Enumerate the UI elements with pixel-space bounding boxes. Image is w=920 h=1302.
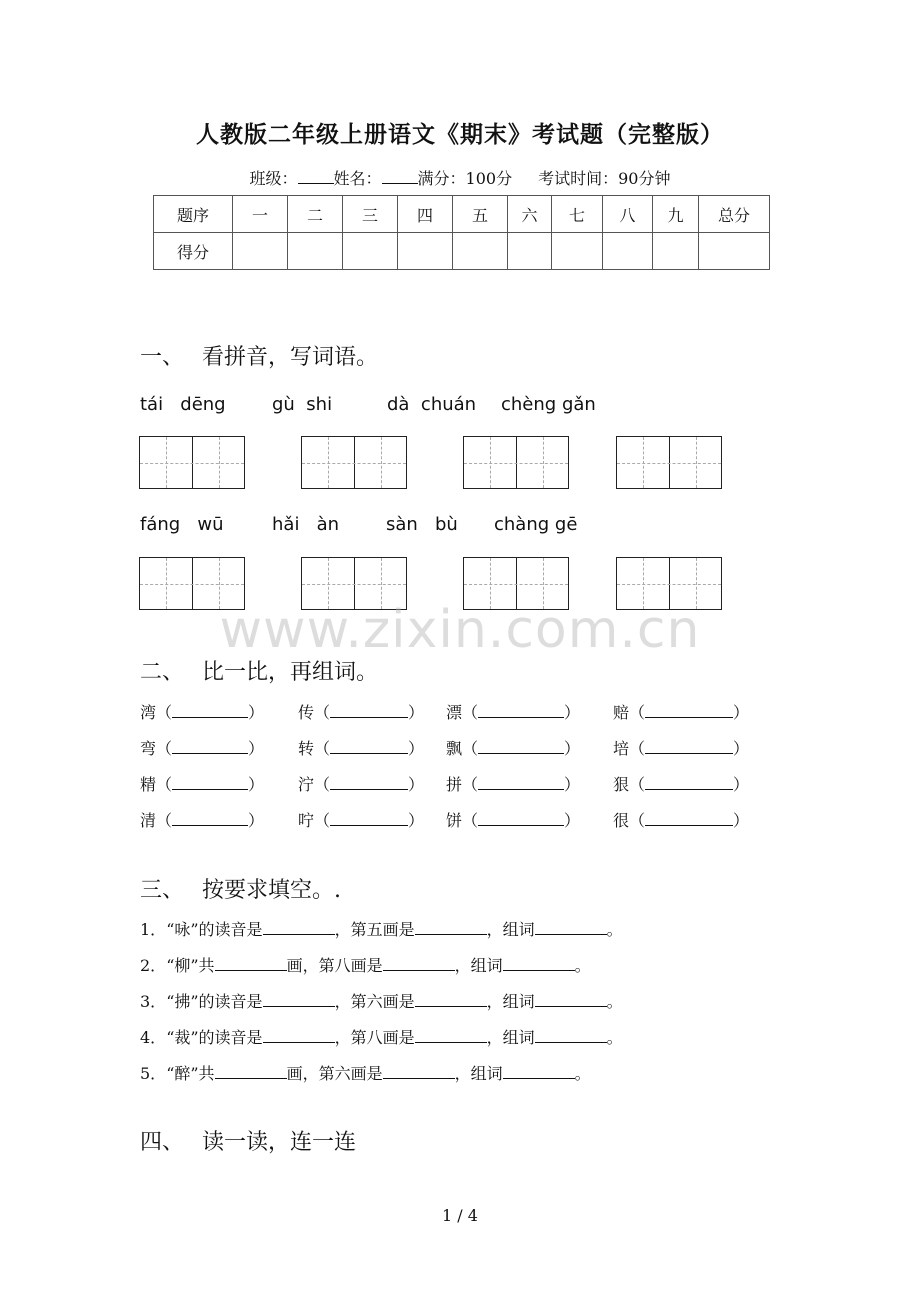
answer-blank[interactable]	[172, 775, 248, 790]
answer-blank[interactable]	[330, 739, 408, 754]
answer-blank[interactable]	[645, 739, 733, 754]
name-label: 姓名：	[333, 169, 382, 188]
fill-item: 2．“柳”共 画，第八画是 ，组词 。	[140, 956, 591, 975]
section-1-heading	[140, 340, 378, 371]
compare-item: 弯（ ）	[140, 739, 265, 758]
score-cell[interactable]	[508, 233, 552, 270]
class-blank	[298, 169, 334, 184]
score-cell[interactable]	[453, 233, 508, 270]
section-3-heading	[140, 873, 341, 904]
compare-item: 狠（ ）	[613, 775, 750, 794]
full-score: 满分：100分	[417, 169, 513, 188]
score-header-row	[154, 196, 770, 233]
pinyin-item: chèng gǎn	[501, 394, 596, 415]
pinyin-item: sàn bù	[386, 514, 458, 535]
header-cell: 一	[233, 196, 288, 233]
answer-blank[interactable]	[645, 811, 733, 826]
score-table	[153, 195, 770, 270]
pinyin-item: gù shi	[272, 394, 333, 415]
score-cell[interactable]	[603, 233, 653, 270]
score-cell[interactable]	[699, 233, 770, 270]
compare-char: 清	[140, 811, 157, 830]
fill-item: 1．“咏”的读音是 ，第五画是 ，组词 。	[140, 920, 623, 939]
score-row-label: 得分	[154, 233, 233, 270]
compare-char: 饼	[446, 811, 463, 830]
answer-blank[interactable]	[645, 775, 733, 790]
answer-blank[interactable]	[478, 775, 564, 790]
section-title: 看拼音，写词语。	[202, 345, 379, 370]
answer-blank[interactable]	[172, 811, 248, 826]
section-number: 四、	[140, 1130, 185, 1155]
compare-char: 精	[140, 775, 157, 794]
compare-char: 咛	[298, 811, 315, 830]
compare-char: 漂	[446, 703, 463, 722]
compare-char: 赔	[613, 703, 630, 722]
pinyin-item: fáng wū	[140, 514, 224, 535]
compare-item: 拼（ ）	[446, 775, 581, 794]
pinyin-item: chàng gē	[494, 514, 578, 535]
compare-item: 咛（ ）	[298, 811, 425, 830]
name-blank	[382, 169, 418, 184]
compare-item: 培（ ）	[613, 739, 750, 758]
compare-char: 培	[613, 739, 630, 758]
compare-char: 转	[298, 739, 315, 758]
fill-item: 5．“醉”共 画，第六画是 ，组词 。	[140, 1064, 591, 1083]
compare-item: 转（ ）	[298, 739, 425, 758]
score-cell[interactable]	[552, 233, 603, 270]
section-4-heading	[140, 1125, 356, 1156]
compare-item: 漂（ ）	[446, 703, 581, 722]
page-title: 人教版二年级上册语文《期末》考试题（完整版）	[196, 121, 724, 148]
compare-char: 拼	[446, 775, 463, 794]
compare-item: 很（ ）	[613, 811, 750, 830]
compare-item: 传（ ）	[298, 703, 425, 722]
answer-blank[interactable]	[172, 739, 248, 754]
section-title: 按要求填空。.	[202, 878, 341, 903]
answer-blank[interactable]	[478, 703, 564, 718]
score-cell[interactable]	[653, 233, 699, 270]
header-cell: 总分	[699, 196, 770, 233]
fill-item: 4．“裁”的读音是 ，第八画是 ，组词 。	[140, 1028, 623, 1047]
answer-blank[interactable]	[330, 703, 408, 718]
class-label: 班级：	[249, 169, 298, 188]
writing-grid[interactable]	[463, 436, 569, 489]
compare-item: 清（ ）	[140, 811, 265, 830]
compare-item: 饼（ ）	[446, 811, 581, 830]
answer-blank[interactable]	[645, 703, 733, 718]
score-cell[interactable]	[343, 233, 398, 270]
answer-blank[interactable]	[330, 811, 408, 826]
section-title: 比一比，再组词。	[202, 660, 379, 685]
header-cell: 二	[288, 196, 343, 233]
pinyin-item: tái dēng	[140, 394, 226, 415]
exam-time: 考试时间：90分钟	[538, 169, 671, 188]
writing-grid[interactable]	[301, 436, 407, 489]
exam-info	[0, 166, 920, 189]
compare-char: 狠	[613, 775, 630, 794]
header-cell: 题序	[154, 196, 233, 233]
header-cell: 七	[552, 196, 603, 233]
pinyin-item: dà chuán	[387, 394, 477, 415]
header-cell: 四	[398, 196, 453, 233]
writing-grid[interactable]	[139, 436, 245, 489]
fill-item: 3．“拂”的读音是 ，第六画是 ，组词 。	[140, 992, 623, 1011]
compare-item: 湾（ ）	[140, 703, 265, 722]
answer-blank[interactable]	[478, 811, 564, 826]
compare-char: 很	[613, 811, 630, 830]
answer-blank[interactable]	[330, 775, 408, 790]
score-cell[interactable]	[398, 233, 453, 270]
answer-blank[interactable]	[478, 739, 564, 754]
score-cell[interactable]	[288, 233, 343, 270]
header-cell: 五	[453, 196, 508, 233]
compare-char: 弯	[140, 739, 157, 758]
score-row	[154, 233, 770, 270]
compare-char: 湾	[140, 703, 157, 722]
page-indicator: 1 / 4	[442, 1206, 478, 1225]
compare-char: 飘	[446, 739, 463, 758]
compare-item: 飘（ ）	[446, 739, 581, 758]
section-2-heading	[140, 655, 378, 686]
score-cell[interactable]	[233, 233, 288, 270]
compare-char: 泞	[298, 775, 315, 794]
compare-item: 泞（ ）	[298, 775, 425, 794]
compare-item: 精（ ）	[140, 775, 265, 794]
header-cell: 三	[343, 196, 398, 233]
section-number: 三、	[140, 878, 185, 903]
section-number: 二、	[140, 660, 185, 685]
compare-item: 赔（ ）	[613, 703, 750, 722]
section-number: 一、	[140, 345, 185, 370]
header-cell: 九	[653, 196, 699, 233]
header-cell: 六	[508, 196, 552, 233]
pinyin-item: hǎi àn	[272, 514, 340, 535]
watermark: www.zixin.com.cn	[219, 600, 701, 660]
writing-grid[interactable]	[616, 436, 722, 489]
section-title: 读一读，连一连	[202, 1130, 357, 1155]
header-cell: 八	[603, 196, 653, 233]
answer-blank[interactable]	[172, 703, 248, 718]
compare-char: 传	[298, 703, 315, 722]
